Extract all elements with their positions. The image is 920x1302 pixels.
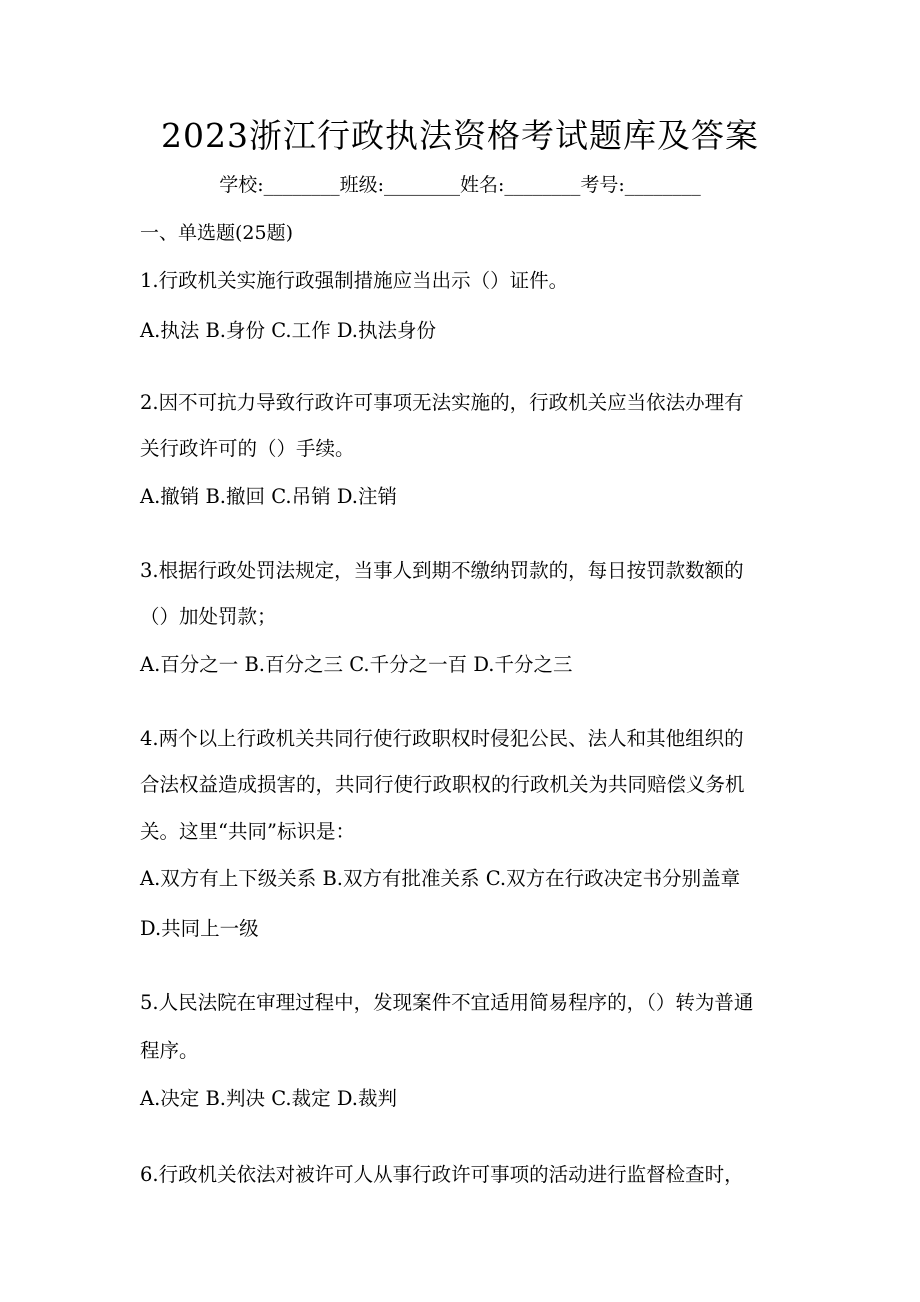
question-6-stem-line: 6.行政机关依法对被许可人从事行政许可事项的活动进行监督检查时， [140,1163,744,1186]
question-5-stem-line: 程序。 [140,1039,199,1062]
question-1-options: A.执法 B.身份 C.工作 D.执法身份 [140,319,436,342]
question-2-stem-line: 关行政许可的（）手续。 [140,437,355,460]
question-5-stem-line: 5.人民法院在审理过程中，发现案件不宜适用简易程序的，（）转为普通 [140,991,754,1014]
question-2-options: A.撤销 B.撤回 C.吊销 D.注销 [140,485,397,508]
question-1-stem-line: 1.行政机关实施行政强制措施应当出示（）证件。 [140,269,569,292]
section-heading: 一、单选题(25题) [140,222,294,244]
question-4-options: D.共同上一级 [140,917,259,940]
question-4-stem-line: 合法权益造成损害的，共同行使行政职权的行政机关为共同赔偿义务机 [140,773,745,796]
question-3-stem-line: （）加处罚款； [140,605,277,628]
question-4-stem-line: 4.两个以上行政机关共同行使行政职权时侵犯公民、法人和其他组织的 [140,727,744,750]
question-5-options: A.决定 B.判决 C.裁定 D.裁判 [140,1087,397,1110]
question-3-options: A.百分之一 B.百分之三 C.千分之一百 D.千分之三 [140,653,573,676]
question-4-options: A.双方有上下级关系 B.双方有批准关系 C.双方在行政决定书分别盖章 [140,867,741,890]
question-2-stem-line: 2.因不可抗力导致行政许可事项无法实施的，行政机关应当依法办理有 [140,391,744,414]
student-info-line: 学校:________班级:________姓名:________考号:________ [219,174,701,196]
document-title: 2023浙江行政执法资格考试题库及答案 [161,116,759,155]
question-4-stem-line: 关。这里“共同”标识是： [140,820,355,843]
question-3-stem-line: 3.根据行政处罚法规定，当事人到期不缴纳罚款的，每日按罚款数额的 [140,559,744,582]
